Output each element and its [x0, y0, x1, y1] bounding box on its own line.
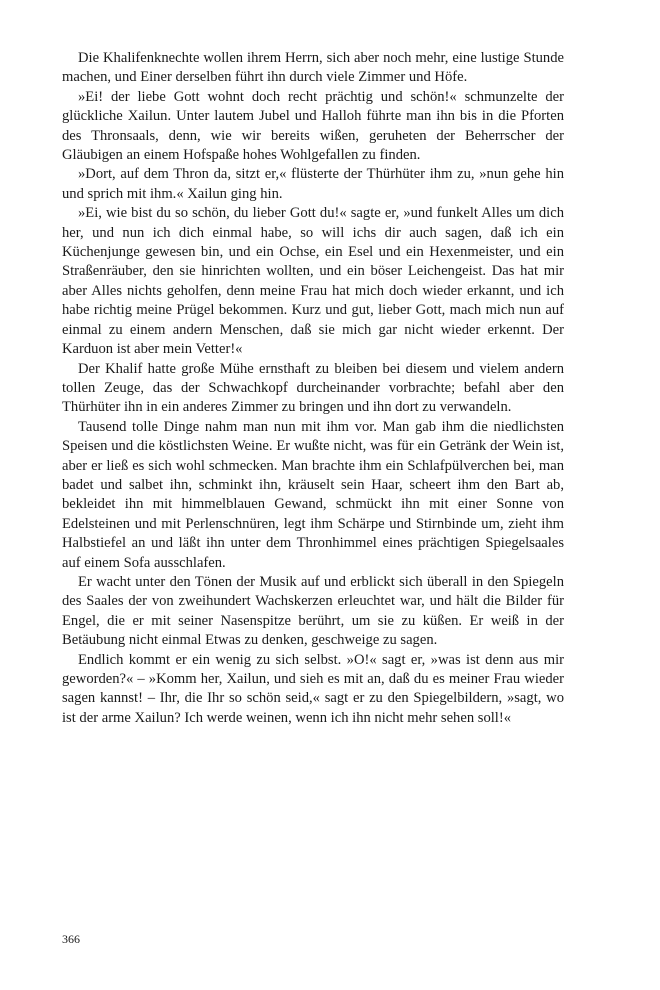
page-number: 366 [62, 932, 80, 946]
paragraph: Tausend tolle Dinge nahm man nun mit ihm vor. Man gab ihm die niedlichsten Speisen und die köstlichsten Weine. Er wußte nicht, was für ein Getränk der Wein ist, aber er ließ es sich wohl schmecken. Man brachte ihm ein Schlafpülverchen bei, man badet und salbet ihn, schminkt ihn, kräuselt sein Haar, scheert ihm den Bart ab, bekleidet ihn mit himmelblauen Gewand, schmückt ihn mit einer Sonne von Edelsteinen und mit Perlenschnüren, legt ihm Schärpe und Stirnbinde um, zieht ihm Halbstiefel an und läßt ihn unter dem Thronhimmel eines prächtigen Spiegelsaales auf einem Sofa ausschlafen. [62, 418, 564, 571]
paragraph: Er wacht unter den Tönen der Musik auf und erblickt sich überall in den Spiegeln des Saales der von zweihundert Wachskerzen erleuchtet war, und hält die Bilder für Engel, die er mit seiner Nasenspitze berührt, um sie zu küßen. Er weiß in der Betäubung nicht einmal Etwas zu denken, geschweige zu sagen. [62, 573, 564, 649]
paragraph: »Ei, wie bist du so schön, du lieber Gott du!« sagte er, »und funkelt Alles um dich her, und nun ich dich einmal habe, so will ichs dir auch sagen, daß ich ein Küchenjunge gewesen bin, und ein Ochse, ein Esel und ein Hexenmeister, und ein Straßenräuber, den sie hinrichten wollten, und ein böser Leichengeist. Das hat mir aber Alles nichts geholfen, denn meine Frau hat mich doch wieder erkannt, und ich habe richtig meine Prügel bekommen. Kurz und gut, lieber Gott, mach mich nun auf einmal zu einem andern Menschen, daß sie mich gar nicht wieder erkennt. Der Karduon ist aber mein Vetter!« [62, 205, 564, 358]
page-body [62, 49, 564, 728]
paragraph: Die Khalifenknechte wollen ihrem Herrn, sich aber noch mehr, eine lustige Stunde machen, und Einer derselben führt ihn durch viele Zimmer und Höfe. [62, 50, 564, 86]
paragraph: »Dort, auf dem Thron da, sitzt er,« flüsterte der Thürhüter ihm zu, »nun gehe hin und sprich mit ihm.« Xailun ging hin. [62, 166, 564, 202]
paragraph: Endlich kommt er ein wenig zu sich selbst. »O!« sagt er, »was ist denn aus mir geworden?« – »Komm her, Xailun, und sieh es mit an, daß du es meiner Frau wieder sagen kannst! – Ihr, die Ihr so schön seid,« sagt er zu den Spiegelbildern, »sagt, wo ist der arme Xailun? Ich werde weinen, wenn ich ihn nicht mehr sehen soll!« [62, 651, 564, 726]
paragraph: »Ei! der liebe Gott wohnt doch recht prächtig und schön!« schmunzelte der glückliche Xailun. Unter lautem Jubel und Halloh führte man ihn bis in die Pforten des Thronsaals, denn, wie wir bereits wißen, geruheten der Beherrscher der Gläubigen an einem Hofspaße hohes Wohlgefallen zu finden. [62, 88, 564, 164]
paragraph: Der Khalif hatte große Mühe ernsthaft zu bleiben bei diesem und vielem andern tollen Zeuge, das der Schwachkopf durcheinander vorbrachte; befahl aber den Thürhüter ihn in ein anderes Zimmer zu bringen und ihn dort zu verwandeln. [62, 360, 564, 416]
